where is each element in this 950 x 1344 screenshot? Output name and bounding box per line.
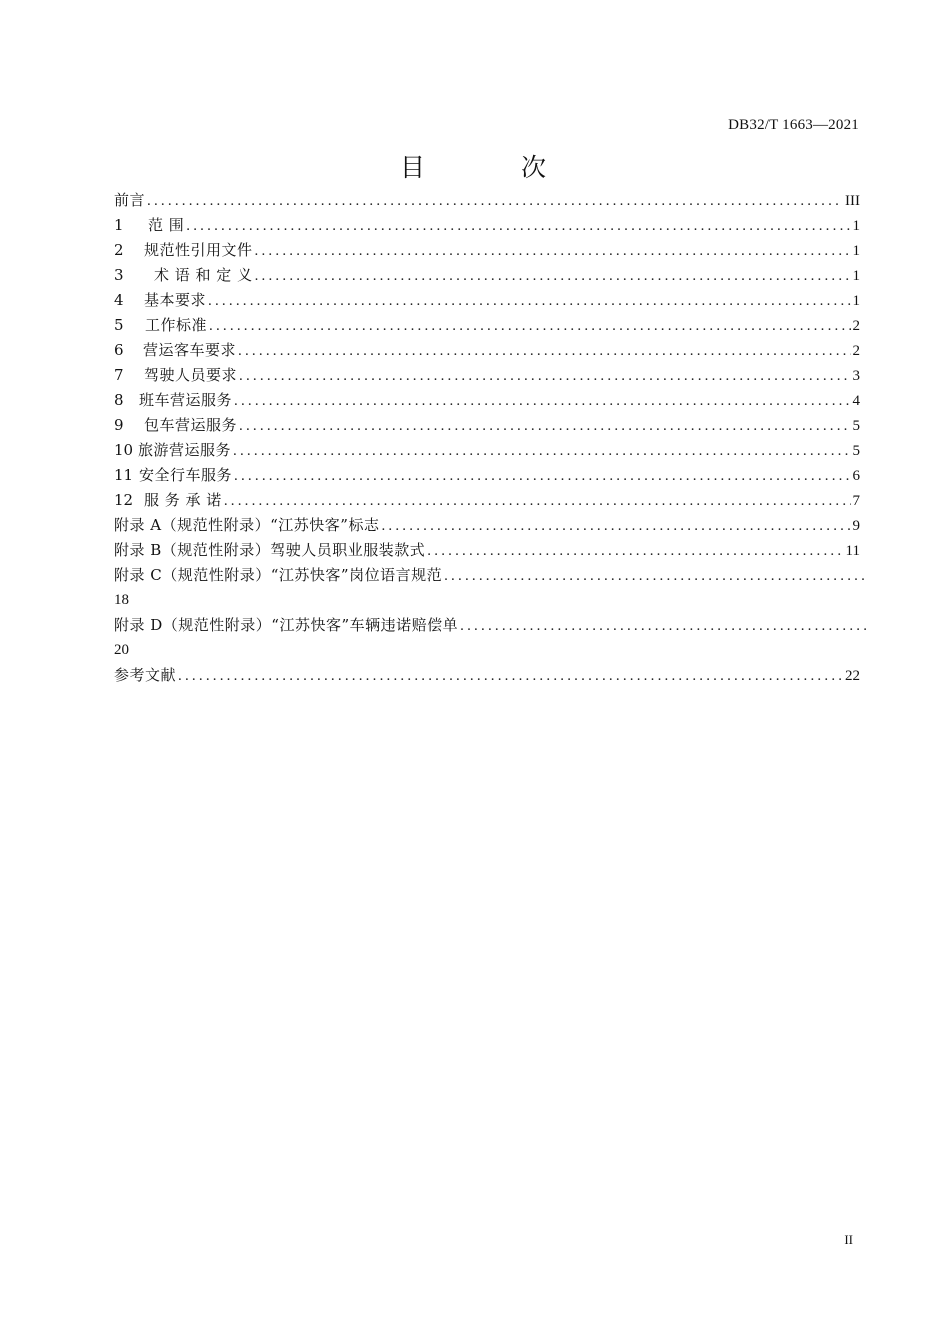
dot-leader: [186, 214, 850, 239]
toc-entry-page: 2: [852, 343, 860, 359]
dot-leader: [444, 564, 866, 589]
toc-entry-label: 附录 B（规范性附录）驾驶人员职业服装款式: [114, 541, 426, 559]
toc-entry-number: 9: [114, 416, 124, 434]
toc-entry-label: 前言: [114, 191, 146, 209]
toc-entry-page: 5: [852, 443, 860, 459]
dot-leader: [147, 189, 843, 214]
toc-entry-label: 旅游营运服务: [138, 441, 232, 459]
dot-leader: [178, 664, 843, 689]
toc-entry-number: 4: [114, 291, 124, 309]
dot-leader: [208, 289, 850, 314]
toc-entry-page: 11: [845, 543, 860, 559]
toc-entry-number: 5: [114, 316, 124, 334]
toc-entry-number: 6: [114, 341, 124, 359]
toc-entry[interactable]: [114, 463, 860, 488]
toc-entry-page: 6: [852, 468, 860, 484]
footer-page-number: II: [844, 1232, 853, 1247]
toc-entry[interactable]: [114, 338, 860, 363]
toc-entry-number: 10: [114, 441, 134, 459]
toc-entry[interactable]: [114, 613, 860, 638]
toc-entry[interactable]: [114, 213, 860, 238]
toc-entry-label: 附录 A（规范性附录）“江苏快客”标志: [114, 516, 380, 534]
toc-entry-number: 2: [114, 241, 124, 259]
toc-entry-label: 基本要求: [144, 291, 207, 309]
toc-entry-label: 参考文献: [114, 666, 177, 684]
toc-entry-page: 5: [852, 418, 860, 434]
toc-entry[interactable]: [114, 663, 860, 688]
dot-leader: [427, 539, 843, 564]
toc-entry[interactable]: [114, 238, 860, 263]
toc-entry-label: 营运客车要求: [143, 341, 237, 359]
dot-leader: [209, 314, 850, 339]
toc-entry-page: 1: [852, 243, 860, 259]
dot-leader: [234, 464, 850, 489]
toc-entry-label: 工作标准: [145, 316, 208, 334]
toc-entry[interactable]: [114, 363, 860, 388]
toc-entry-page: 1: [852, 293, 860, 309]
toc-entry-page: 3: [852, 368, 860, 384]
toc-entry-number: 11: [114, 466, 134, 484]
toc-entry-label: 服 务 承 诺: [144, 491, 222, 509]
toc-entry[interactable]: [114, 438, 860, 463]
toc-entry[interactable]: [114, 388, 860, 413]
toc-entry-label: 包车营运服务: [144, 416, 238, 434]
toc-entry-page: 22: [845, 668, 860, 684]
toc-entry-page: 1: [852, 268, 860, 284]
dot-leader: [239, 414, 850, 439]
toc-entry-page: 4: [852, 393, 860, 409]
toc-entry[interactable]: [114, 538, 860, 563]
toc-entry-page: 2: [852, 318, 860, 334]
toc-entry-label: 术 语 和 定 义: [154, 266, 253, 284]
toc-entry-number: 3: [114, 266, 124, 284]
toc-entry-label: 附录 C（规范性附录）“江苏快客”岗位语言规范: [114, 566, 443, 584]
toc-entry[interactable]: [114, 188, 860, 213]
toc-entry[interactable]: [114, 413, 860, 438]
dot-leader: [255, 264, 851, 289]
toc-entry[interactable]: [114, 563, 860, 588]
toc-entry-label: 规范性引用文件: [144, 241, 253, 259]
standard-code: DB32/T 1663—2021: [728, 117, 859, 133]
toc-entry-number: 7: [114, 366, 124, 384]
dot-leader: [233, 439, 850, 464]
dot-leader: [234, 389, 850, 414]
toc-entry[interactable]: [114, 488, 860, 513]
toc-entry[interactable]: [114, 263, 860, 288]
toc-entry[interactable]: [114, 288, 860, 313]
dot-leader: [381, 514, 850, 539]
toc-title: 目 次: [400, 153, 590, 182]
dot-leader: [224, 489, 851, 514]
toc-entry-page: 1: [852, 218, 860, 234]
toc-entry[interactable]: [114, 313, 860, 338]
toc-entry-label: 班车营运服务: [139, 391, 233, 409]
toc-entry-number: 1: [114, 216, 124, 234]
toc-entry-number: 12: [114, 491, 134, 509]
toc-entry-label: 安全行车服务: [139, 466, 233, 484]
table-of-contents: [114, 188, 860, 688]
toc-entry-page: 20: [114, 642, 129, 658]
toc-entry-number: 8: [114, 391, 124, 409]
dot-leader: [255, 239, 851, 264]
toc-entry-page: 18: [114, 592, 129, 608]
dot-leader: [238, 339, 850, 364]
dot-leader: [460, 614, 866, 639]
toc-entry[interactable]: [114, 513, 860, 538]
toc-entry-label: 驾驶人员要求: [144, 366, 238, 384]
dot-leader: [239, 364, 850, 389]
toc-entry-page: 9: [852, 518, 860, 534]
toc-entry-label: 范 围: [148, 216, 185, 234]
toc-entry-page: III: [845, 193, 860, 209]
toc-entry-label: 附录 D（规范性附录）“江苏快客”车辆违诺赔偿单: [114, 616, 459, 634]
toc-entry-page: 7: [852, 493, 860, 509]
